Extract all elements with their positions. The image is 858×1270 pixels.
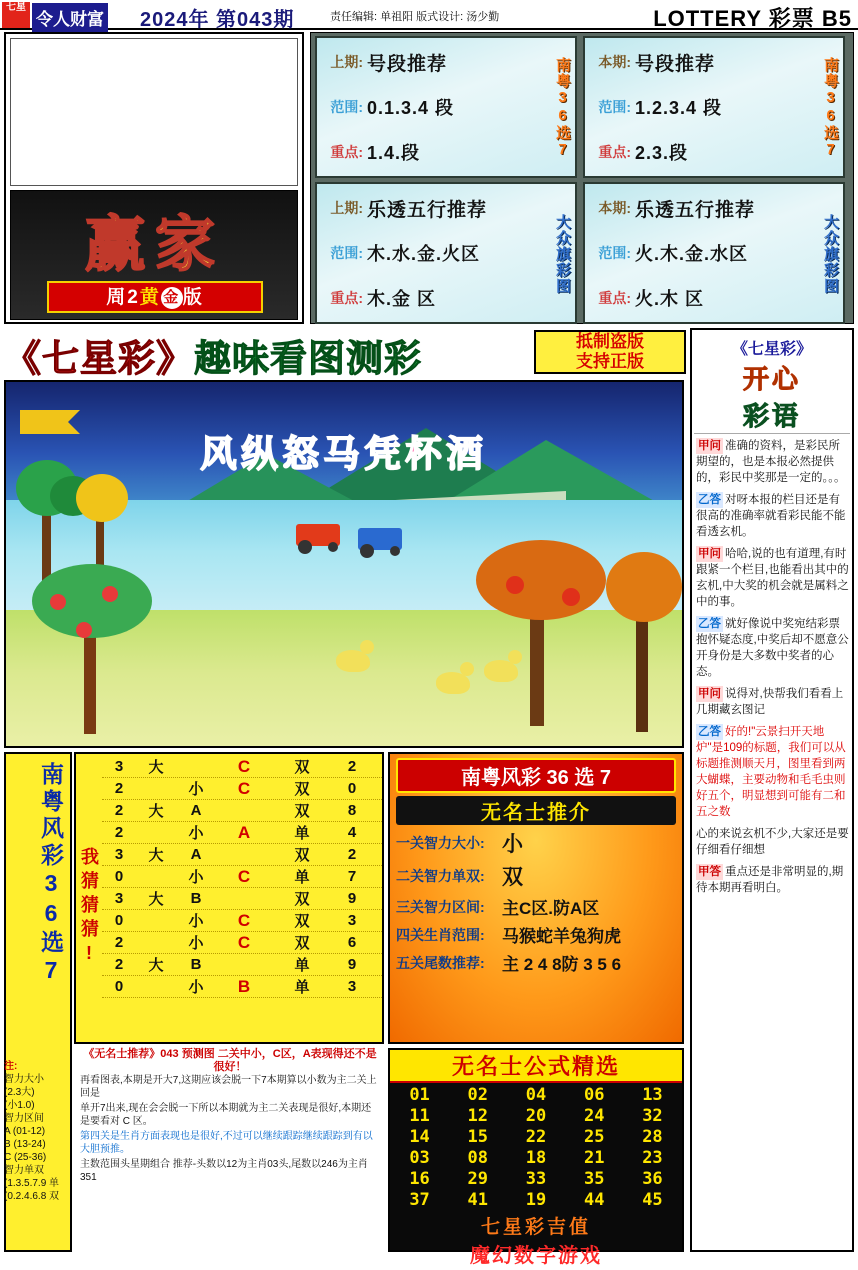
number-cell: 15 (467, 1127, 489, 1147)
panel-side-text: 南粤36选7 (822, 57, 839, 159)
right-column (690, 328, 854, 1252)
legend-item: (小1.0) (4, 1100, 35, 1111)
legend-item: 智力区间 (4, 1113, 44, 1124)
number-cell: 11 (409, 1106, 430, 1126)
panel-label: 重点: (598, 144, 631, 160)
legend-item: 智力单双 (4, 1165, 44, 1176)
qa-text: 准确的资料，是彩民所期望的，也是本报必然提供的，彩民中奖那是一定的。。。 (696, 440, 846, 484)
table-row (102, 800, 382, 822)
duck-icon (484, 660, 518, 682)
qa-item (696, 616, 850, 680)
legend-item: 智力大小 (4, 1074, 44, 1085)
cell-zone: C (237, 778, 251, 798)
panel-side-text: 大众旗彩图 (822, 214, 839, 294)
panel-label: 上期: (330, 54, 363, 70)
number-cell: 36 (642, 1169, 663, 1189)
cell-size: 大 (148, 803, 164, 820)
number-row (394, 1169, 678, 1190)
formula-number-grid (388, 1048, 684, 1267)
cell-size: 大 (148, 957, 164, 974)
cell-num: 0 (114, 868, 124, 885)
right-column-header (694, 332, 850, 434)
qa-item (696, 826, 850, 858)
legend-item: (1.3.5.7.9 单 (4, 1178, 60, 1189)
qa-item (696, 492, 850, 540)
wms-key: 五关尾数推荐: (396, 954, 485, 971)
cell-parity: 双 (294, 781, 310, 798)
main-illustration (4, 380, 684, 748)
qa-text: 重点还是非常明显的,期待本期再看明白。 (696, 866, 844, 894)
table-row (102, 844, 382, 866)
cell-zone: B (237, 976, 251, 996)
cell-tail: 3 (347, 978, 357, 995)
rcol-title2: 开心 (742, 364, 801, 394)
number-cell: 44 (583, 1190, 605, 1210)
cell-parity: 双 (294, 935, 310, 952)
cell-tail: 7 (347, 868, 357, 885)
panel-value: 木.金 区 (367, 289, 437, 309)
header-brand: 令人财富 (32, 3, 108, 32)
number-cell: 12 (467, 1106, 489, 1126)
panel-value: 1.4.段 (367, 143, 421, 163)
cell-parity: 双 (294, 847, 310, 864)
cell-num: 2 (114, 956, 124, 973)
cell-parity: 单 (294, 825, 310, 842)
number-cell: 16 (409, 1169, 430, 1189)
number-row (394, 1127, 678, 1148)
number-cell: 35 (583, 1169, 605, 1189)
panel-value: 1.2.3.4 段 (635, 98, 723, 118)
panel-label: 范围: (598, 245, 631, 261)
panel-label: 范围: (330, 99, 363, 115)
number-cell: 32 (642, 1106, 663, 1126)
notes-line: 再看图表,本期是开大7,这期应该会脱一下7本期算以小数为主二关上回是 (80, 1075, 377, 1099)
panel-value: 乐透五行推荐 (635, 199, 756, 221)
winner-box (4, 32, 304, 324)
panel-label: 本期: (598, 200, 631, 216)
winner-circle: 金 (161, 287, 183, 309)
cell-tail: 3 (347, 912, 357, 929)
table-row (102, 976, 382, 998)
cell-parity: 双 (294, 803, 310, 820)
right-column-body (696, 438, 850, 1248)
header-lottery: LOTTERY 彩票 B5 (653, 6, 852, 31)
panel-cur-wuxing (583, 182, 845, 324)
cell-size2: A (190, 802, 202, 819)
cell-parity: 双 (294, 759, 310, 776)
panel-cur-duanhao (583, 36, 845, 178)
legend-title: 注: (4, 1061, 18, 1072)
number-cell: 20 (525, 1106, 547, 1126)
qa-tag: 甲答 (698, 866, 721, 878)
legend-item: A (01-12) (4, 1126, 46, 1137)
rcol-title1: 《七星彩》 (731, 341, 812, 358)
cell-num: 2 (114, 934, 124, 951)
cell-tail: 8 (347, 802, 357, 819)
qa-text: 说得对,快帮我们看看上几期藏玄图记 (696, 688, 844, 716)
cell-tail: 9 (347, 890, 357, 907)
legend-item: B (13-24) (4, 1139, 46, 1150)
number-cell: 25 (583, 1127, 605, 1147)
wms-key: 四关生肖范围: (396, 926, 485, 943)
number-cell: 22 (525, 1127, 547, 1147)
analysis-notes (80, 1048, 380, 1252)
wumingshi-subtitle: 无名士推介 (396, 796, 676, 825)
cell-tail: 6 (347, 934, 357, 951)
number-cell: 45 (642, 1190, 663, 1210)
qa-tag: 乙答 (698, 726, 721, 738)
table-row (102, 778, 382, 800)
cell-size2: 小 (188, 825, 204, 842)
number-row (394, 1148, 678, 1169)
cell-num: 2 (114, 780, 124, 797)
number-cell: 37 (409, 1190, 430, 1210)
tractor-icon (358, 528, 402, 550)
cell-size: 大 (148, 759, 164, 776)
number-cell: 13 (642, 1085, 663, 1105)
qa-tag: 乙答 (698, 494, 721, 506)
duck-icon (436, 672, 470, 694)
number-cell: 14 (409, 1127, 430, 1147)
wumingshi-row (396, 922, 676, 947)
cell-parity: 双 (294, 913, 310, 930)
prediction-table-grid (102, 756, 382, 1042)
qa-text: 对呀本报的栏目还是有很高的准确率就看彩民能不能看透玄机。 (696, 494, 846, 538)
cell-size2: A (190, 846, 202, 863)
number-row (394, 1085, 678, 1106)
table-row (102, 954, 382, 976)
winner-subtitle (47, 281, 263, 313)
qa-item (696, 864, 850, 896)
winner-num: 2 (127, 287, 140, 308)
cell-parity: 单 (294, 957, 310, 974)
number-cell: 01 (409, 1085, 430, 1105)
vertical-title-text: 南粤风彩36选7 (38, 762, 64, 987)
formula-grid-body (390, 1083, 682, 1270)
number-cell: 24 (583, 1106, 605, 1126)
cell-parity: 单 (294, 869, 310, 886)
table-row (102, 932, 382, 954)
number-cell: 41 (467, 1190, 489, 1210)
legend-item: (2.3大) (4, 1087, 35, 1098)
qa-text: 就好像说中奖宛结彩票抱怀疑态度,中奖后却不愿意公开身份是大多数中奖者的心态。 (696, 618, 849, 678)
winner-blank-area (10, 38, 298, 186)
wms-key: 一关智力大小: (396, 835, 485, 851)
cell-zone: C (237, 866, 251, 886)
wumingshi-row (396, 828, 676, 858)
panel-value: 号段推荐 (367, 53, 448, 75)
panel-value: 号段推荐 (635, 53, 716, 75)
qa-text: 哈哈,说的也有道理,有时跟紧一个栏目,也能看出其中的玄机,中大奖的机会就是属料之中的事。 (696, 548, 849, 608)
panel-value: 火.木.金.水区 (635, 244, 749, 264)
number-cell: 19 (525, 1190, 547, 1210)
qa-item (696, 686, 850, 718)
panel-value: 0.1.3.4 段 (367, 98, 455, 118)
number-cell: 08 (467, 1148, 489, 1168)
number-cell: 04 (525, 1085, 547, 1105)
wms-value: 主 2 4 8防 3 5 6 (502, 955, 622, 974)
anti-piracy-line2: 支持正版 (576, 352, 644, 371)
number-row (394, 1190, 678, 1211)
section-title-bar (4, 328, 684, 379)
formula-footer2: 魔幻数字游戏 (470, 1245, 602, 1267)
wms-key: 三关智力区间: (396, 898, 485, 915)
table-row (102, 910, 382, 932)
wumingshi-row (396, 861, 676, 891)
qa-tag: 乙答 (698, 618, 721, 630)
cell-zone: C (237, 756, 251, 776)
panel-label: 重点: (598, 290, 631, 306)
notes-line: 主数范围头星期组合 推荐-头数以12为主肖03头,尾数以246为主肖351 (80, 1159, 368, 1183)
panel-label: 重点: (330, 144, 363, 160)
cell-num: 0 (114, 978, 124, 995)
cell-num: 3 (114, 890, 124, 907)
qa-tag: 甲问 (698, 688, 721, 700)
header-issue: 2024年 第043期 (140, 9, 295, 31)
qa-item (696, 724, 850, 820)
notes-line: 第四关是生肖方面表现也是很好,不过可以继续跟踪继续跟踪到有以大胆预推。 (80, 1131, 373, 1155)
panel-prev-wuxing (315, 182, 577, 324)
number-cell: 21 (583, 1148, 605, 1168)
panel-value: 火.木 区 (635, 289, 705, 309)
cell-size2: 小 (188, 935, 204, 952)
legend-block (4, 1060, 74, 1252)
wms-value: 小 (502, 833, 523, 856)
panel-value: 木.水.金.火区 (367, 244, 481, 264)
page-header (0, 0, 858, 30)
prediction-table (74, 752, 384, 1044)
cell-tail: 2 (347, 758, 357, 775)
number-cell: 23 (642, 1148, 663, 1168)
qa-text: 心的来说玄机不少,大家还是要仔细看仔细想 (696, 828, 849, 856)
number-cell: 28 (642, 1127, 663, 1147)
cell-parity: 单 (294, 979, 310, 996)
legend-item: (0.2.4.6.8 双 (4, 1191, 60, 1202)
panel-value: 乐透五行推荐 (367, 199, 488, 221)
recommendation-panels (310, 32, 854, 324)
page-title-part2: 趣味看图测彩 (194, 338, 422, 379)
panel-value: 2.3.段 (635, 143, 689, 163)
cell-zone: A (237, 822, 251, 842)
wumingshi-row (396, 894, 676, 919)
qa-text: 好的!"云景扫开天地炉"是109的标题，我们可以从标题推测顺天月，图里看到两大蝴蝶，主要动物和毛毛虫则好五个，明显想到可能有二和五之数 (696, 726, 846, 818)
page-title (4, 328, 422, 382)
panel-label: 上期: (330, 200, 363, 216)
wms-value: 马猴蛇羊兔狗虎 (502, 927, 621, 946)
cell-num: 3 (114, 846, 124, 863)
rcol-title3: 彩语 (742, 401, 801, 431)
cell-num: 2 (114, 824, 124, 841)
cell-size2: 小 (188, 869, 204, 886)
panel-label: 范围: (598, 99, 631, 115)
winner-art (10, 190, 298, 320)
cell-num: 3 (114, 758, 124, 775)
tractor-icon (296, 524, 340, 546)
table-row (102, 888, 382, 910)
notes-line: 单开7出来,现在会会脱一下所以本期就为主二关表现是很好,本期还是要看对 C 区。 (80, 1103, 372, 1127)
wms-value: 双 (502, 866, 523, 889)
panel-label: 范围: (330, 245, 363, 261)
qa-item (696, 438, 850, 486)
cell-zone: C (237, 910, 251, 930)
header-editor: 责任编辑: 单祖阳 版式设计: 汤少勤 (330, 11, 500, 23)
number-cell: 33 (525, 1169, 547, 1189)
panel-side-text: 南粤36选7 (554, 57, 571, 159)
cell-size2: B (190, 890, 202, 907)
wms-value: 主C区.防A区 (502, 899, 600, 918)
cell-tail: 9 (347, 956, 357, 973)
cell-num: 0 (114, 912, 124, 929)
cell-tail: 0 (347, 780, 357, 797)
cell-tail: 2 (347, 846, 357, 863)
winner-title: 赢家 (85, 210, 225, 280)
header-logo: 七星 (2, 2, 30, 28)
page-title-part1: 《七星彩》 (4, 338, 194, 379)
cell-tail: 4 (347, 824, 357, 841)
winner-week: 周 (106, 287, 128, 308)
cell-size2: 小 (188, 979, 204, 996)
qa-tag: 甲问 (698, 440, 721, 452)
wumingshi-title: 南粤风彩 36 选 7 (396, 758, 676, 793)
cell-size2: B (190, 956, 202, 973)
table-row (102, 822, 382, 844)
legend-item: C (25-36) (4, 1152, 47, 1163)
number-cell: 02 (467, 1085, 489, 1105)
wms-key: 二关智力单双: (396, 868, 485, 884)
formula-grid-title: 无名士公式精选 (390, 1050, 682, 1083)
winner-gold: 黄 (139, 287, 161, 308)
notes-title: 《无名士推荐》043 预测图 二关中小，C区，A表现得还不是很好！ (83, 1048, 377, 1073)
duck-icon (336, 650, 370, 672)
cell-size: 大 (148, 847, 164, 864)
guess-side-label: 我猜猜猜! (79, 847, 99, 969)
panel-side-text: 大众旗彩图 (554, 214, 571, 294)
panel-label: 本期: (598, 54, 631, 70)
number-cell: 18 (525, 1148, 547, 1168)
anti-piracy-line1: 抵制盗版 (576, 332, 644, 351)
winner-version: 版 (182, 287, 204, 308)
anti-piracy-badge (534, 330, 686, 374)
number-cell: 06 (583, 1085, 605, 1105)
cell-num: 2 (114, 802, 124, 819)
panel-prev-duanhao (315, 36, 577, 178)
number-cell: 03 (409, 1148, 430, 1168)
cell-size: 大 (148, 891, 164, 908)
cell-parity: 双 (294, 891, 310, 908)
cell-size2: 小 (188, 781, 204, 798)
wumingshi-panel (388, 752, 684, 1044)
table-row (102, 756, 382, 778)
table-row (102, 866, 382, 888)
qa-tag: 甲问 (698, 548, 721, 560)
illustration-caption: 风纵怒马凭杯酒 (200, 433, 488, 474)
number-row (394, 1106, 678, 1127)
cell-size2: 小 (188, 913, 204, 930)
number-cell: 29 (467, 1169, 489, 1189)
qa-item (696, 546, 850, 610)
formula-footer1: 七星彩吉值 (480, 1217, 591, 1238)
wumingshi-row (396, 950, 676, 975)
panel-label: 重点: (330, 290, 363, 306)
cell-zone: C (237, 932, 251, 952)
